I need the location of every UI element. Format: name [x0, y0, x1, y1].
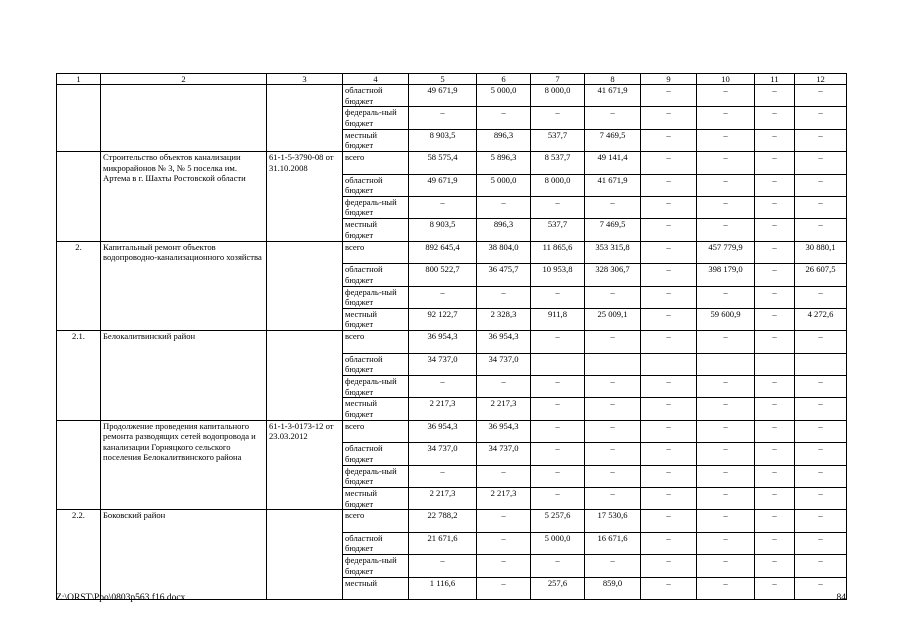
cell-value-col12: – — [795, 286, 847, 308]
cell-value-col10: – — [697, 129, 755, 151]
cell-value-col7: – — [531, 488, 585, 510]
cell-total-value: 36 954,3 — [409, 420, 477, 442]
cell-item-name: Белокалитвинский район — [101, 331, 267, 421]
cell-value-col10: – — [697, 152, 755, 174]
cell-value-col7: 537,7 — [531, 219, 585, 241]
cell-value-col10: – — [697, 219, 755, 241]
cell-value-col8: – — [585, 107, 641, 129]
cell-value-col7: – — [531, 331, 585, 353]
cell-value-col6: – — [477, 376, 531, 398]
cell-value-col10 — [697, 353, 755, 375]
cell-total-value: 36 954,3 — [409, 331, 477, 353]
cell-value-col6: – — [477, 107, 531, 129]
cell-value-col12: 26 607,5 — [795, 264, 847, 286]
cell-value-col11: – — [755, 443, 795, 465]
cell-item-number: 2.2. — [57, 510, 101, 600]
cell-value-col8: – — [585, 465, 641, 487]
cell-value-col12: – — [795, 420, 847, 442]
cell-funding-source: областной бюджет — [343, 443, 409, 465]
cell-value-col6: 36 475,7 — [477, 264, 531, 286]
cell-item-number — [57, 85, 101, 152]
cell-funding-source: всего — [343, 152, 409, 174]
cell-funding-source: местный бюджет — [343, 219, 409, 241]
cell-total-value: 92 122,7 — [409, 308, 477, 330]
cell-value-col11: – — [755, 331, 795, 353]
cell-value-col8: 41 671,9 — [585, 85, 641, 107]
cell-value-col9: – — [641, 465, 697, 487]
cell-value-col6: 38 804,0 — [477, 241, 531, 263]
cell-funding-source: местный — [343, 577, 409, 599]
cell-funding-source: всего — [343, 241, 409, 263]
cell-value-col9: – — [641, 398, 697, 420]
cell-value-col12: – — [795, 443, 847, 465]
cell-value-col12: – — [795, 85, 847, 107]
cell-value-col9: – — [641, 219, 697, 241]
cell-value-col9: – — [641, 510, 697, 532]
column-header: 4 — [343, 74, 409, 85]
cell-value-col8 — [585, 353, 641, 375]
column-header: 12 — [795, 74, 847, 85]
cell-value-col6: 34 737,0 — [477, 443, 531, 465]
cell-value-col11 — [755, 353, 795, 375]
cell-value-col11: – — [755, 465, 795, 487]
cell-value-col6: 5 000,0 — [477, 85, 531, 107]
cell-funding-source: местный бюджет — [343, 308, 409, 330]
cell-value-col8: 7 469,5 — [585, 219, 641, 241]
cell-value-col8: 41 671,9 — [585, 174, 641, 196]
table-row — [57, 510, 847, 532]
cell-value-col6: – — [477, 196, 531, 218]
cell-value-col12: – — [795, 532, 847, 554]
cell-value-col12 — [795, 353, 847, 375]
column-header: 11 — [755, 74, 795, 85]
cell-total-value: 22 788,2 — [409, 510, 477, 532]
cell-value-col7: – — [531, 420, 585, 442]
cell-doc-number: 61-1-3-0173-12 от 23.03.2012 — [267, 420, 343, 510]
cell-value-col12: – — [795, 398, 847, 420]
cell-value-col10: – — [697, 376, 755, 398]
cell-total-value: 34 737,0 — [409, 443, 477, 465]
cell-value-col6: – — [477, 286, 531, 308]
cell-value-col9: – — [641, 376, 697, 398]
cell-value-col9 — [641, 353, 697, 375]
cell-value-col9: – — [641, 488, 697, 510]
cell-value-col6: 5 896,3 — [477, 152, 531, 174]
cell-item-number: 2. — [57, 241, 101, 331]
cell-value-col8: – — [585, 443, 641, 465]
cell-value-col12: – — [795, 152, 847, 174]
column-header: 6 — [477, 74, 531, 85]
cell-value-col12: – — [795, 376, 847, 398]
cell-value-col7: 8 000,0 — [531, 174, 585, 196]
cell-funding-source: местный бюджет — [343, 488, 409, 510]
cell-doc-number — [267, 241, 343, 331]
cell-value-col10: – — [697, 555, 755, 577]
cell-value-col12: – — [795, 331, 847, 353]
cell-value-col11: – — [755, 488, 795, 510]
table-row — [57, 331, 847, 353]
cell-value-col10: 457 779,9 — [697, 241, 755, 263]
cell-value-col10: – — [697, 420, 755, 442]
cell-value-col9: – — [641, 577, 697, 599]
cell-funding-source: областной бюджет — [343, 174, 409, 196]
cell-value-col6: – — [477, 510, 531, 532]
cell-value-col9: – — [641, 107, 697, 129]
cell-item-name: Продолжение проведения капитального ремонта разводящих сетей водопровода и канализации Горняцкого сельского поселения Белокалитвинского района — [101, 420, 267, 510]
table-row — [57, 420, 847, 442]
cell-value-col11: – — [755, 107, 795, 129]
cell-value-col6: 36 954,3 — [477, 420, 531, 442]
cell-value-col10: – — [697, 286, 755, 308]
cell-value-col9: – — [641, 264, 697, 286]
cell-value-col9: – — [641, 443, 697, 465]
cell-value-col11: – — [755, 376, 795, 398]
cell-value-col11: – — [755, 129, 795, 151]
cell-total-value: 49 671,9 — [409, 174, 477, 196]
cell-item-name: Строительство объектов канализации микрорайонов № 3, № 5 поселка им. Артема в г. Шахты Ростовской области — [101, 152, 267, 242]
cell-value-col11: – — [755, 420, 795, 442]
cell-item-name — [101, 85, 267, 152]
cell-value-col10: – — [697, 532, 755, 554]
cell-value-col12: – — [795, 555, 847, 577]
cell-value-col10: – — [697, 107, 755, 129]
cell-value-col7: 257,6 — [531, 577, 585, 599]
cell-value-col6: 5 000,0 — [477, 174, 531, 196]
cell-value-col11: – — [755, 219, 795, 241]
cell-total-value: 34 737,0 — [409, 353, 477, 375]
cell-doc-number — [267, 331, 343, 421]
cell-funding-source: федераль-ный бюджет — [343, 555, 409, 577]
cell-value-col11: – — [755, 555, 795, 577]
cell-item-number — [57, 152, 101, 242]
page-number: 84 — [836, 593, 846, 603]
cell-doc-number: 61-1-5-3790-08 от 31.10.2008 — [267, 152, 343, 242]
cell-value-col11: – — [755, 241, 795, 263]
cell-value-col12: – — [795, 129, 847, 151]
cell-total-value: – — [409, 465, 477, 487]
file-path: Z:\ORST\Ppo\0803p563.f16.docx — [56, 593, 186, 603]
cell-doc-number — [267, 510, 343, 600]
cell-total-value: 1 116,6 — [409, 577, 477, 599]
cell-item-number — [57, 420, 101, 510]
column-header: 8 — [585, 74, 641, 85]
cell-value-col12: – — [795, 577, 847, 599]
cell-total-value: 8 903,5 — [409, 129, 477, 151]
column-header: 10 — [697, 74, 755, 85]
cell-value-col11: – — [755, 510, 795, 532]
cell-value-col9: – — [641, 196, 697, 218]
cell-total-value: – — [409, 196, 477, 218]
cell-funding-source: местный бюджет — [343, 398, 409, 420]
cell-value-col6: 36 954,3 — [477, 331, 531, 353]
cell-total-value: 800 522,7 — [409, 264, 477, 286]
cell-value-col7: – — [531, 398, 585, 420]
cell-value-col12: 4 272,6 — [795, 308, 847, 330]
cell-value-col8: – — [585, 331, 641, 353]
cell-funding-source: федераль-ный бюджет — [343, 376, 409, 398]
cell-value-col9: – — [641, 85, 697, 107]
cell-value-col10: – — [697, 174, 755, 196]
cell-value-col10: – — [697, 577, 755, 599]
cell-total-value: – — [409, 376, 477, 398]
cell-value-col6: 2 328,3 — [477, 308, 531, 330]
cell-value-col7: 5 000,0 — [531, 532, 585, 554]
cell-funding-source: федераль-ный бюджет — [343, 286, 409, 308]
cell-value-col7: 911,8 — [531, 308, 585, 330]
cell-value-col6: 896,3 — [477, 219, 531, 241]
cell-value-col10: 59 600,9 — [697, 308, 755, 330]
cell-value-col7: 5 257,6 — [531, 510, 585, 532]
cell-value-col11: – — [755, 152, 795, 174]
cell-funding-source: федераль-ный бюджет — [343, 196, 409, 218]
cell-value-col7: 537,7 — [531, 129, 585, 151]
column-header: 2 — [101, 74, 267, 85]
cell-value-col8: 328 306,7 — [585, 264, 641, 286]
cell-value-col7: 11 865,6 — [531, 241, 585, 263]
cell-total-value: 892 645,4 — [409, 241, 477, 263]
cell-value-col6: – — [477, 465, 531, 487]
cell-value-col8: – — [585, 286, 641, 308]
cell-value-col10: – — [697, 488, 755, 510]
table-row — [57, 85, 847, 107]
cell-value-col8: – — [585, 555, 641, 577]
cell-value-col11: – — [755, 264, 795, 286]
column-header: 9 — [641, 74, 697, 85]
cell-value-col7: – — [531, 196, 585, 218]
cell-total-value: – — [409, 555, 477, 577]
cell-total-value: – — [409, 107, 477, 129]
cell-total-value: 21 671,6 — [409, 532, 477, 554]
cell-value-col8: – — [585, 420, 641, 442]
cell-value-col6: 2 217,3 — [477, 398, 531, 420]
table-row — [57, 152, 847, 174]
cell-value-col11: – — [755, 532, 795, 554]
column-header: 7 — [531, 74, 585, 85]
cell-item-name: Капитальный ремонт объектов водопроводно-канализационного хозяйства — [101, 241, 267, 331]
cell-value-col9: – — [641, 532, 697, 554]
cell-total-value: 8 903,5 — [409, 219, 477, 241]
cell-funding-source: областной бюджет — [343, 85, 409, 107]
cell-value-col12: – — [795, 488, 847, 510]
cell-funding-source: всего — [343, 331, 409, 353]
cell-value-col11: – — [755, 286, 795, 308]
cell-total-value: 2 217,3 — [409, 398, 477, 420]
cell-item-name: Боковский район — [101, 510, 267, 600]
cell-value-col9: – — [641, 241, 697, 263]
cell-value-col9: – — [641, 129, 697, 151]
cell-value-col11: – — [755, 85, 795, 107]
cell-value-col12: – — [795, 174, 847, 196]
cell-value-col8: – — [585, 196, 641, 218]
cell-value-col7: – — [531, 286, 585, 308]
cell-value-col10: – — [697, 85, 755, 107]
cell-value-col8: 7 469,5 — [585, 129, 641, 151]
column-number-row — [57, 74, 847, 85]
column-header: 1 — [57, 74, 101, 85]
cell-value-col11: – — [755, 174, 795, 196]
cell-value-col10: – — [697, 510, 755, 532]
cell-value-col9: – — [641, 308, 697, 330]
cell-value-col11: – — [755, 398, 795, 420]
column-header: 5 — [409, 74, 477, 85]
cell-value-col10: – — [697, 398, 755, 420]
cell-value-col6: 896,3 — [477, 129, 531, 151]
cell-value-col8: 25 009,1 — [585, 308, 641, 330]
cell-funding-source: всего — [343, 510, 409, 532]
cell-value-col6: – — [477, 577, 531, 599]
cell-total-value: – — [409, 286, 477, 308]
cell-value-col10: – — [697, 331, 755, 353]
cell-value-col7: 10 953,8 — [531, 264, 585, 286]
cell-value-col7: – — [531, 376, 585, 398]
cell-doc-number — [267, 85, 343, 152]
cell-value-col6: 2 217,3 — [477, 488, 531, 510]
cell-value-col12: – — [795, 465, 847, 487]
cell-value-col7: 8 537,7 — [531, 152, 585, 174]
cell-value-col12: – — [795, 196, 847, 218]
cell-funding-source: областной бюджет — [343, 264, 409, 286]
cell-value-col8: – — [585, 376, 641, 398]
cell-funding-source: федераль-ный бюджет — [343, 107, 409, 129]
budget-table — [56, 73, 847, 600]
cell-value-col10: 398 179,0 — [697, 264, 755, 286]
cell-value-col6: – — [477, 555, 531, 577]
cell-value-col7: 8 000,0 — [531, 85, 585, 107]
cell-value-col12: – — [795, 219, 847, 241]
cell-total-value: 58 575,4 — [409, 152, 477, 174]
cell-value-col7: – — [531, 465, 585, 487]
cell-funding-source: областной бюджет — [343, 353, 409, 375]
cell-value-col10: – — [697, 196, 755, 218]
cell-value-col8: 49 141,4 — [585, 152, 641, 174]
cell-value-col12: 30 880,1 — [795, 241, 847, 263]
cell-funding-source: всего — [343, 420, 409, 442]
cell-total-value: 2 217,3 — [409, 488, 477, 510]
cell-value-col11: – — [755, 577, 795, 599]
cell-value-col9: – — [641, 174, 697, 196]
cell-value-col10: – — [697, 443, 755, 465]
cell-value-col8: 17 530,6 — [585, 510, 641, 532]
cell-value-col9: – — [641, 152, 697, 174]
cell-funding-source: федераль-ный бюджет — [343, 465, 409, 487]
cell-total-value: 49 671,9 — [409, 85, 477, 107]
cell-value-col8: – — [585, 488, 641, 510]
cell-value-col9: – — [641, 420, 697, 442]
cell-value-col12: – — [795, 107, 847, 129]
cell-value-col9: – — [641, 331, 697, 353]
cell-funding-source: местный бюджет — [343, 129, 409, 151]
cell-value-col8: 353 315,8 — [585, 241, 641, 263]
cell-value-col8: 16 671,6 — [585, 532, 641, 554]
column-header: 3 — [267, 74, 343, 85]
cell-value-col8: 859,0 — [585, 577, 641, 599]
cell-value-col9: – — [641, 286, 697, 308]
cell-value-col7: – — [531, 107, 585, 129]
cell-funding-source: областной бюджет — [343, 532, 409, 554]
cell-value-col12: – — [795, 510, 847, 532]
cell-value-col11: – — [755, 196, 795, 218]
cell-value-col9: – — [641, 555, 697, 577]
cell-value-col6: – — [477, 532, 531, 554]
cell-value-col10: – — [697, 465, 755, 487]
cell-value-col6: 34 737,0 — [477, 353, 531, 375]
cell-value-col7 — [531, 353, 585, 375]
table-row — [57, 241, 847, 263]
cell-item-number: 2.1. — [57, 331, 101, 421]
cell-value-col7: – — [531, 555, 585, 577]
cell-value-col7: – — [531, 443, 585, 465]
cell-value-col11: – — [755, 308, 795, 330]
cell-value-col8: – — [585, 398, 641, 420]
